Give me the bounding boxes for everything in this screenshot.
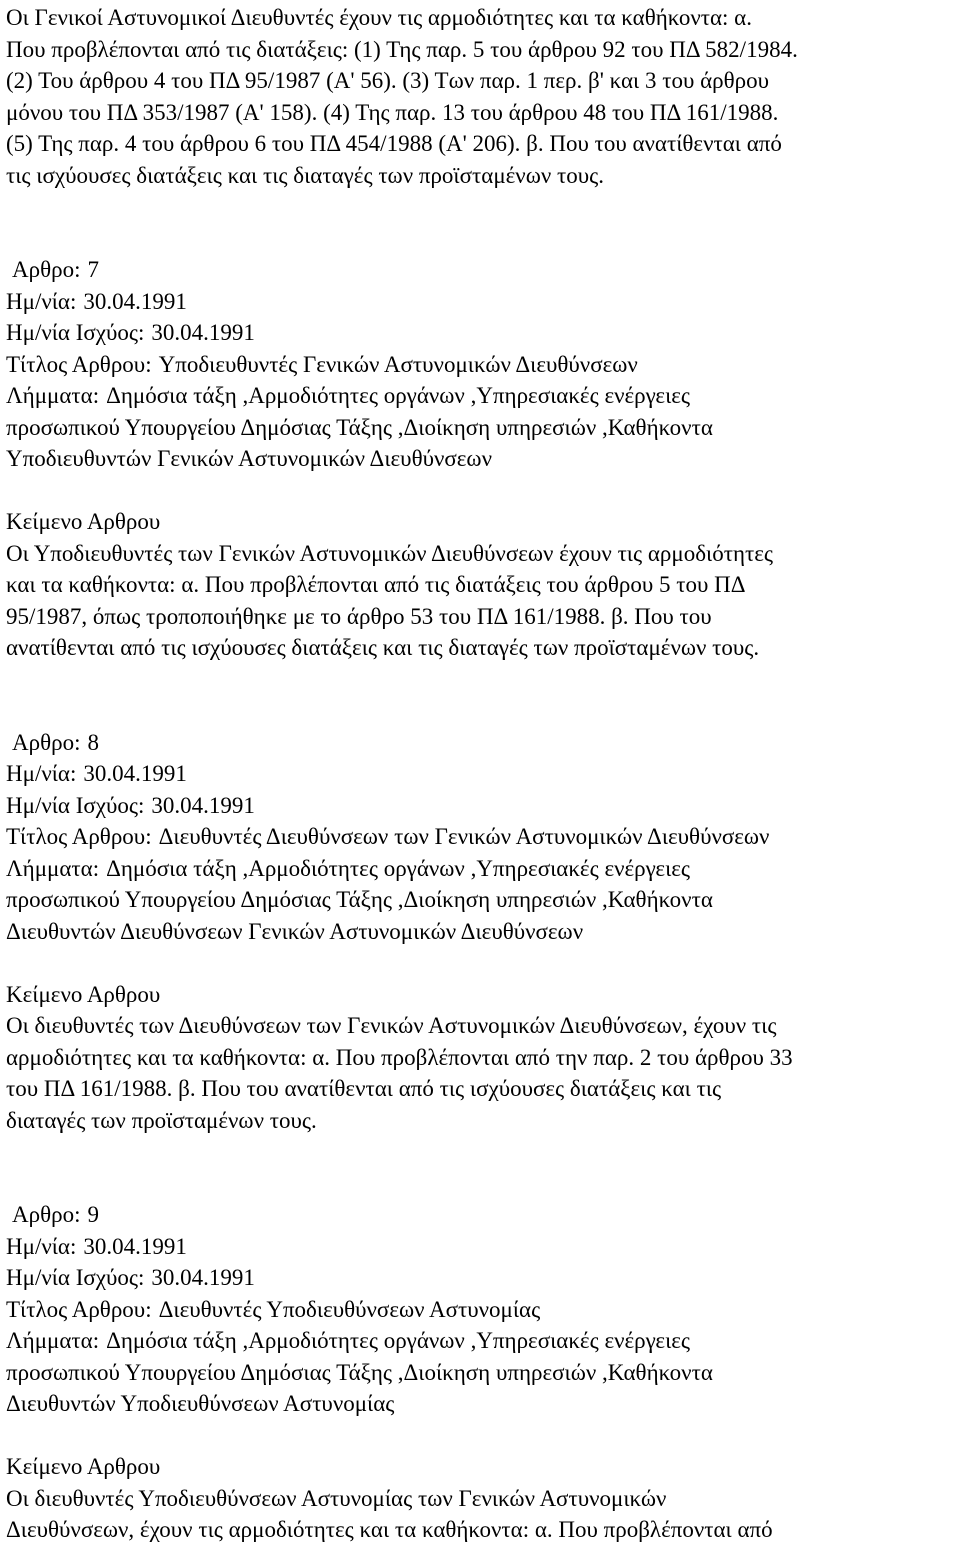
article-text-line: Οι Υποδιευθυντές των Γενικών Αστυνομικών Διευθύνσεων έχουν τις αρμοδιότητες bbox=[6, 540, 774, 566]
intro-paragraph bbox=[6, 2, 956, 191]
lemmas-value: Δημόσια τάξη ,Αρμοδιότητες οργάνων ,Υπηρεσιακές ενέργειες bbox=[106, 383, 691, 408]
effective-date-label: Ημ/νία Ισχύος: bbox=[6, 792, 145, 818]
intro-line: (2) Του άρθρου 4 του ΠΔ 95/1987 (Α' 56). (3) Των παρ. 1 περ. β' και 3 του άρθρου bbox=[6, 68, 770, 93]
article-number-line bbox=[6, 1199, 956, 1231]
effective-date-label: Ημ/νία Ισχύος: bbox=[6, 1265, 145, 1290]
article-number-line bbox=[6, 727, 956, 759]
article-text-line: Οι διευθυντές Υποδιευθύνσεων Αστυνομίας των Γενικών Αστυνομικών bbox=[6, 1485, 667, 1511]
article-number-line bbox=[6, 254, 956, 286]
title-line bbox=[6, 1294, 956, 1326]
spacer bbox=[6, 1136, 956, 1168]
spacer bbox=[6, 223, 956, 255]
article-number: 8 bbox=[87, 729, 99, 755]
title-label: Τίτλος Αρθρου: bbox=[6, 1296, 152, 1322]
date-label: Ημ/νία: bbox=[6, 1233, 77, 1259]
title-line bbox=[6, 821, 956, 853]
effective-date-line bbox=[6, 1262, 956, 1294]
article-text-line: διαταγές των προϊσταμένων τους. bbox=[6, 1107, 317, 1133]
article-text-line: 95/1987, όπως τροποποιήθηκε με το άρθρο 53 του ΠΔ 161/1988. β. Που του bbox=[6, 603, 712, 629]
lemmas-continuation: προσωπικού Υπουργείου Δημόσιας Τάξης ,Διοίκηση υπηρεσιών ,Καθήκοντα bbox=[6, 887, 713, 912]
article-label: Αρθρο: bbox=[12, 729, 81, 755]
date-value: 30.04.1991 bbox=[83, 1233, 187, 1259]
lemmas-label: Λήμματα: bbox=[6, 1328, 100, 1353]
text-heading: Κείμενο Αρθρου bbox=[6, 1454, 161, 1479]
title-label: Τίτλος Αρθρου: bbox=[6, 824, 152, 849]
spacer bbox=[6, 191, 956, 223]
article-8 bbox=[6, 727, 956, 1137]
article-text-line: αρμοδιότητες και τα καθήκοντα: α. Που προβλέπονται από την παρ. 2 του άρθρου 33 bbox=[6, 1044, 793, 1070]
intro-line: Οι Γενικοί Αστυνομικοί Διευθυντές έχουν τις αρμοδιότητες και τα καθήκοντα: α. bbox=[6, 5, 752, 30]
date-line bbox=[6, 286, 956, 318]
date-line bbox=[6, 1231, 956, 1263]
spacer bbox=[6, 475, 956, 507]
intro-line: (5) Της παρ. 4 του άρθρου 6 του ΠΔ 454/1988 (Α' 206). β. Που του ανατίθενται από bbox=[6, 131, 782, 156]
title-line bbox=[6, 349, 956, 381]
lemmas-value: Δημόσια τάξη ,Αρμοδιότητες οργάνων ,Υπηρεσιακές ενέργειες bbox=[106, 1328, 691, 1353]
lemmas-continuation: Διευθυντών Υποδιευθύνσεων Αστυνομίας bbox=[6, 1391, 395, 1416]
effective-date-value: 30.04.1991 bbox=[151, 792, 255, 818]
lemmas-line bbox=[6, 1325, 956, 1357]
text-heading: Κείμενο Αρθρου bbox=[6, 981, 161, 1007]
lemmas-label: Λήμματα: bbox=[6, 855, 100, 881]
document-page bbox=[6, 2, 956, 1546]
lemmas-continuation: προσωπικού Υπουργείου Δημόσιας Τάξης ,Διοίκηση υπηρεσιών ,Καθήκοντα bbox=[6, 414, 713, 440]
spacer bbox=[6, 1168, 956, 1200]
effective-date-label: Ημ/νία Ισχύος: bbox=[6, 320, 145, 345]
lemmas-line bbox=[6, 853, 956, 885]
effective-date-line bbox=[6, 317, 956, 349]
article-title: Διευθυντές Διευθύνσεων των Γενικών Αστυνομικών Διευθύνσεων bbox=[158, 824, 770, 849]
intro-line: μόνου του ΠΔ 353/1987 (Α' 158). (4) Της παρ. 13 του άρθρου 48 του ΠΔ 161/1988. bbox=[6, 99, 779, 125]
lemmas-label: Λήμματα: bbox=[6, 383, 100, 408]
article-9 bbox=[6, 1199, 956, 1546]
date-line bbox=[6, 758, 956, 790]
text-heading: Κείμενο Αρθρου bbox=[6, 509, 161, 534]
article-number: 9 bbox=[87, 1202, 99, 1227]
article-7 bbox=[6, 254, 956, 664]
article-label: Αρθρο: bbox=[12, 1202, 81, 1227]
lemmas-continuation: Υποδιευθυντών Γενικών Αστυνομικών Διευθύνσεων bbox=[6, 446, 492, 471]
lemmas-continuation: Διευθυντών Διευθύνσεων Γενικών Αστυνομικών Διευθύνσεων bbox=[6, 918, 584, 944]
article-text-line: Οι διευθυντές των Διευθύνσεων των Γενικών Αστυνομικών Διευθύνσεων, έχουν τις bbox=[6, 1013, 777, 1038]
effective-date-line bbox=[6, 790, 956, 822]
date-value: 30.04.1991 bbox=[83, 761, 187, 786]
article-title: Διευθυντές Υποδιευθύνσεων Αστυνομίας bbox=[158, 1296, 541, 1322]
lemmas-continuation: προσωπικού Υπουργείου Δημόσιας Τάξης ,Διοίκηση υπηρεσιών ,Καθήκοντα bbox=[6, 1359, 713, 1385]
article-number: 7 bbox=[87, 257, 99, 282]
article-text-line: και τα καθήκοντα: α. Που προβλέπονται από τις διατάξεις του άρθρου 5 του ΠΔ bbox=[6, 572, 746, 597]
article-title: Υποδιευθυντές Γενικών Αστυνομικών Διευθύνσεων bbox=[158, 351, 638, 377]
date-value: 30.04.1991 bbox=[83, 288, 187, 314]
lemmas-value: Δημόσια τάξη ,Αρμοδιότητες οργάνων ,Υπηρεσιακές ενέργειες bbox=[106, 855, 691, 881]
spacer bbox=[6, 1420, 956, 1452]
lemmas-line bbox=[6, 380, 956, 412]
date-label: Ημ/νία: bbox=[6, 761, 77, 786]
article-label: Αρθρο: bbox=[12, 257, 81, 282]
effective-date-value: 30.04.1991 bbox=[151, 320, 255, 345]
intro-line: Που προβλέπονται από τις διατάξεις: (1) Της παρ. 5 του άρθρου 92 του ΠΔ 582/1984. bbox=[6, 36, 798, 62]
article-text-line: του ΠΔ 161/1988. β. Που του ανατίθενται από τις ισχύουσες διατάξεις και τις bbox=[6, 1076, 722, 1101]
spacer bbox=[6, 695, 956, 727]
title-label: Τίτλος Αρθρου: bbox=[6, 351, 152, 377]
spacer bbox=[6, 947, 956, 979]
date-label: Ημ/νία: bbox=[6, 288, 77, 314]
article-text-line: Διευθύνσεων, έχουν τις αρμοδιότητες και τα καθήκοντα: α. Που προβλέπονται από bbox=[6, 1517, 773, 1542]
intro-line: τις ισχύουσες διατάξεις και τις διαταγές των προϊσταμένων τους. bbox=[6, 162, 604, 188]
article-text-line: ανατίθενται από τις ισχύουσες διατάξεις και τις διαταγές των προϊσταμένων τους. bbox=[6, 635, 760, 660]
spacer bbox=[6, 664, 956, 696]
effective-date-value: 30.04.1991 bbox=[151, 1265, 255, 1290]
